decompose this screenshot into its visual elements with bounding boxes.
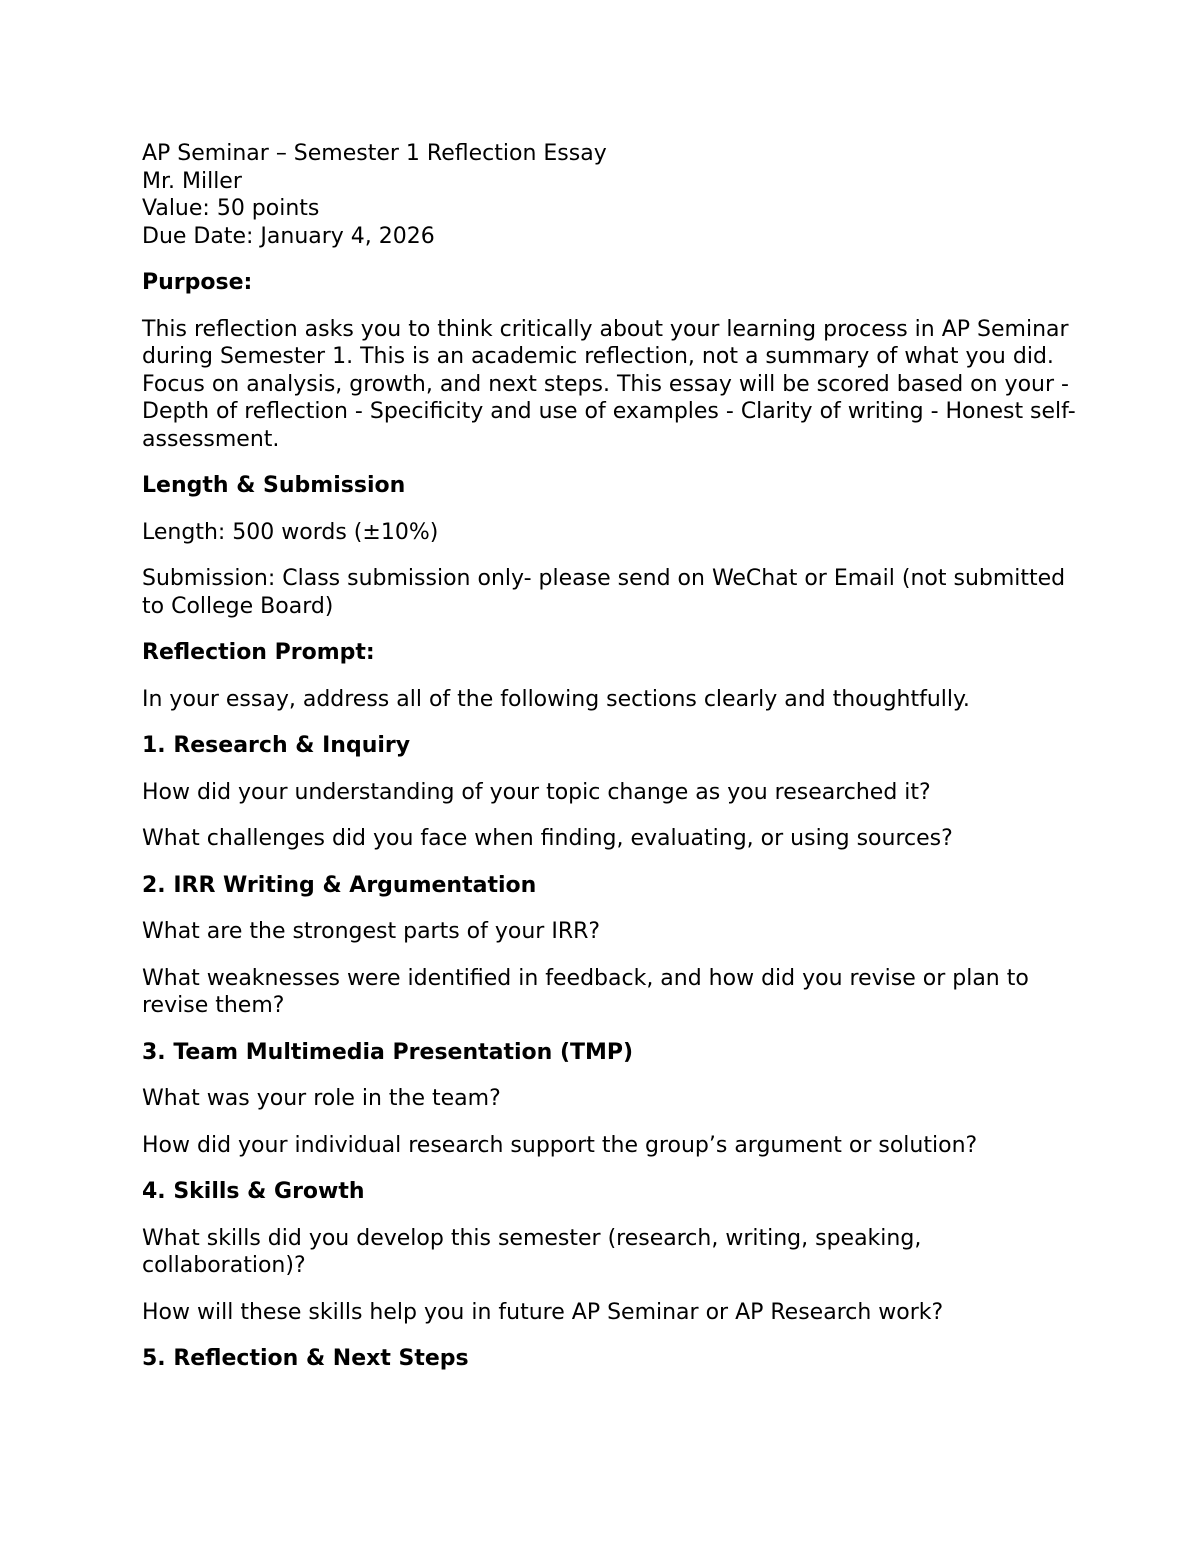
section-skills-growth [142, 1178, 1082, 1326]
point-value: Value: 50 points [142, 196, 320, 221]
document-page [142, 140, 1082, 1373]
section-question: How did your individual research support the group’s argument or solution? [142, 1132, 978, 1158]
section-question: How did your understanding of your topic change as you researched it? [142, 779, 931, 805]
section-irr-writing [142, 872, 1082, 1020]
section-question: What weaknesses were identified in feedback, and how did you revise or plan to revise them? [142, 965, 1029, 1018]
section-research-inquiry [142, 732, 1082, 853]
section-heading: 3. Team Multimedia Presentation (TMP) [142, 1039, 634, 1065]
document-header [142, 140, 1082, 250]
section-heading: 2. IRR Writing & Argumentation [142, 872, 537, 898]
section-heading: 1. Research & Inquiry [142, 733, 411, 758]
reflection-prompt-heading: Reflection Prompt: [142, 640, 375, 665]
section-question: What challenges did you face when finding, evaluating, or using sources? [142, 826, 953, 851]
length-text: Length: 500 words (±10%) [142, 519, 439, 545]
section-question: What was your role in the team? [142, 1086, 501, 1111]
submission-text: Submission: Class submission only- please send on WeChat or Email (not submitted to College Board) [142, 566, 1066, 619]
section-question: How will these skills help you in future AP Seminar or AP Research work? [142, 1299, 944, 1325]
section-question: What skills did you develop this semester (research, writing, speaking, collaboration)? [142, 1225, 922, 1278]
teacher-name: Mr. Miller [142, 168, 242, 194]
document-title: AP Seminar – Semester 1 Reflection Essay [142, 141, 607, 166]
length-submission-heading: Length & Submission [142, 473, 406, 498]
due-date: Due Date: January 4, 2026 [142, 223, 435, 249]
purpose-heading: Purpose: [142, 270, 253, 295]
section-question: What are the strongest parts of your IRR? [142, 919, 601, 944]
reflection-prompt-intro: In your essay, address all of the following sections clearly and thoughtfully. [142, 686, 970, 712]
section-reflection-next-steps [142, 1345, 1082, 1373]
section-heading: 5. Reflection & Next Steps [142, 1346, 469, 1371]
section-heading: 4. Skills & Growth [142, 1179, 365, 1204]
section-team-multimedia [142, 1039, 1082, 1160]
purpose-text: This reflection asks you to think critically about your learning process in AP Seminar during Semester 1. This is an academic reflection, not a summary of what you did. Focus on analysis, growth, and next steps. This essay will be scored based on your - Depth of reflection - Specificity and use of examples - Clarity of writing - Honest self-assessment. [142, 316, 1076, 452]
